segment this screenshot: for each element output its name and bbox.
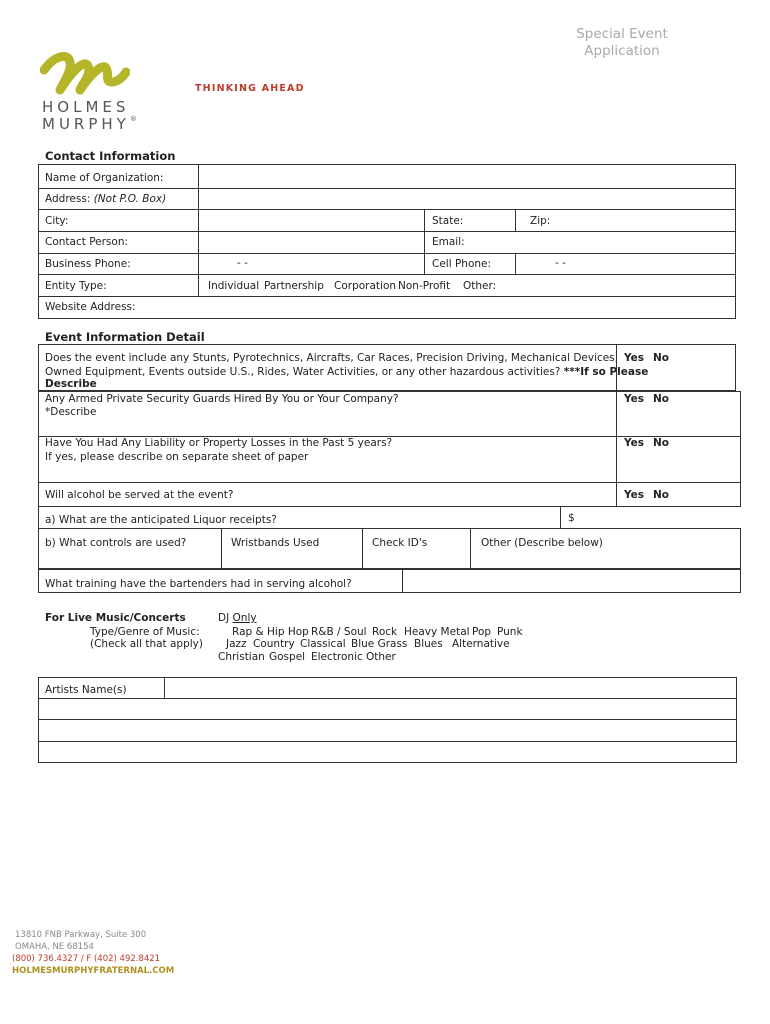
artists-input-4[interactable] bbox=[40, 743, 735, 761]
q2-line2: *Describe bbox=[45, 406, 97, 418]
wristbands-option[interactable]: Wristbands Used bbox=[231, 537, 320, 549]
controls-label: b) What controls are used? bbox=[45, 537, 187, 549]
genre-electronic[interactable]: Electronic bbox=[311, 651, 363, 663]
registered-mark: ® bbox=[129, 115, 137, 123]
artists-input-2[interactable] bbox=[40, 700, 735, 718]
genre-heavy-metal[interactable]: Heavy Metal bbox=[404, 626, 470, 638]
only-label: Only bbox=[232, 612, 257, 624]
q3-line1: Have You Had Any Liability or Property Losses in the Past 5 years? bbox=[45, 437, 393, 449]
cell-phone-label: Cell Phone: bbox=[432, 258, 492, 270]
genre-jazz[interactable]: Jazz bbox=[226, 638, 247, 650]
q3-yes[interactable]: Yes bbox=[624, 437, 645, 449]
q1-note: ***If so Please bbox=[563, 366, 649, 378]
city-label: City: bbox=[45, 215, 69, 227]
q1-line2 bbox=[45, 366, 648, 378]
contact-heading: Contact Information bbox=[45, 149, 176, 163]
title-line-1: Special Event bbox=[576, 26, 668, 42]
event-heading: Event Information Detail bbox=[45, 330, 205, 344]
genre-classical[interactable]: Classical bbox=[300, 638, 346, 650]
website-label: Website Address: bbox=[45, 301, 136, 313]
q3-no[interactable]: No bbox=[653, 437, 670, 449]
q1-no[interactable]: No bbox=[653, 352, 670, 364]
other-describe-option[interactable]: Other (Describe below) bbox=[481, 537, 603, 549]
entity-other[interactable]: Other: bbox=[463, 280, 497, 292]
entity-individual[interactable]: Individual bbox=[208, 280, 260, 292]
check-all-label: (Check all that apply) bbox=[90, 638, 203, 650]
genre-label: Type/Genre of Music: bbox=[90, 626, 200, 638]
liquor-label: a) What are the anticipated Liquor receipts? bbox=[45, 514, 277, 526]
music-heading: For Live Music/Concerts bbox=[45, 612, 186, 624]
entity-partnership[interactable]: Partnership bbox=[264, 280, 324, 292]
training-input[interactable] bbox=[404, 571, 739, 591]
dollar-sign: $ bbox=[568, 512, 575, 524]
footer-address-2: OMAHA, NE 68154 bbox=[15, 942, 94, 952]
logo-text-2 bbox=[42, 115, 137, 133]
training-label: What training have the bartenders had in serving alcohol? bbox=[45, 578, 352, 590]
q4-no[interactable]: No bbox=[653, 489, 670, 501]
genre-pop[interactable]: Pop bbox=[472, 626, 492, 638]
address-label bbox=[45, 193, 166, 205]
genre-rap[interactable]: Rap & Hip Hop bbox=[232, 626, 309, 638]
header-title bbox=[560, 26, 684, 60]
logo-text-2-word: MURPHY bbox=[42, 115, 130, 133]
entity-nonprofit[interactable]: Non-Profit bbox=[398, 280, 451, 292]
artists-label: Artists Name(s) bbox=[45, 684, 127, 696]
genre-punk[interactable]: Punk bbox=[497, 626, 523, 638]
address-label-text: Address: bbox=[45, 193, 91, 205]
entity-label: Entity Type: bbox=[45, 280, 107, 292]
org-input[interactable] bbox=[200, 166, 734, 187]
genre-blues[interactable]: Blues bbox=[414, 638, 443, 650]
q1-line2-text: Owned Equipment, Events outside U.S., Rides, Water Activities, or any other hazardous activities? bbox=[45, 366, 561, 378]
q2-no[interactable]: No bbox=[653, 393, 670, 405]
q1-line1: Does the event include any Stunts, Pyrotechnics, Aircrafts, Car Races, Precision Driving, Mechanical Devices, bbox=[45, 352, 619, 364]
city-input[interactable] bbox=[200, 211, 422, 230]
org-label: Name of Organization: bbox=[45, 172, 164, 184]
business-phone-dashes[interactable]: - - bbox=[237, 257, 248, 269]
q4-yes[interactable]: Yes bbox=[624, 489, 645, 501]
footer-website[interactable]: HOLMESMURPHYFRATERNAL.COM bbox=[12, 966, 175, 976]
zip-label: Zip: bbox=[530, 215, 551, 227]
dj-only[interactable] bbox=[218, 612, 257, 624]
contact-person-input[interactable] bbox=[200, 233, 422, 252]
genre-blue-grass[interactable]: Blue Grass bbox=[351, 638, 408, 650]
footer bbox=[12, 929, 174, 977]
dj-label: DJ bbox=[218, 612, 230, 624]
cell-phone-dashes[interactable]: - - bbox=[555, 257, 566, 269]
contact-person-label: Contact Person: bbox=[45, 236, 129, 248]
genre-other[interactable]: Other bbox=[366, 651, 396, 663]
genre-alternative[interactable]: Alternative bbox=[452, 638, 510, 650]
genre-gospel[interactable]: Gospel bbox=[269, 651, 306, 663]
email-label: Email: bbox=[432, 236, 465, 248]
address-input[interactable] bbox=[200, 190, 734, 208]
footer-address-1: 13810 FNB Parkway, Suite 300 bbox=[15, 930, 147, 940]
state-label: State: bbox=[432, 215, 464, 227]
genre-rnb[interactable]: R&B / Soul bbox=[311, 626, 367, 638]
q1-yes[interactable]: Yes bbox=[624, 352, 645, 364]
genre-christian[interactable]: Christian bbox=[218, 651, 265, 663]
q1-line3: Describe bbox=[45, 378, 97, 390]
q4-text: Will alcohol be served at the event? bbox=[45, 489, 234, 501]
footer-phone: (800) 736.4327 / F (402) 492.8421 bbox=[12, 954, 161, 964]
logo-text-1: HOLMES bbox=[42, 98, 130, 116]
check-ids-option[interactable]: Check ID's bbox=[372, 537, 428, 549]
q2-line1: Any Armed Private Security Guards Hired By You or Your Company? bbox=[45, 393, 399, 405]
artists-input-3[interactable] bbox=[40, 721, 735, 740]
artists-input-1[interactable] bbox=[166, 679, 735, 697]
entity-corporation[interactable]: Corporation bbox=[334, 280, 397, 292]
genre-country[interactable]: Country bbox=[253, 638, 295, 650]
business-phone-label: Business Phone: bbox=[45, 258, 131, 270]
title-line-2: Application bbox=[584, 43, 660, 59]
liquor-receipts-input[interactable] bbox=[578, 508, 738, 528]
q3-line2: If yes, please describe on separate sheet of paper bbox=[45, 451, 309, 463]
logo-mark-icon bbox=[40, 48, 130, 96]
tagline: THINKING AHEAD bbox=[195, 83, 305, 94]
address-note: (Not P.O. Box) bbox=[93, 193, 167, 205]
genre-rock[interactable]: Rock bbox=[372, 626, 398, 638]
q2-yes[interactable]: Yes bbox=[624, 393, 645, 405]
